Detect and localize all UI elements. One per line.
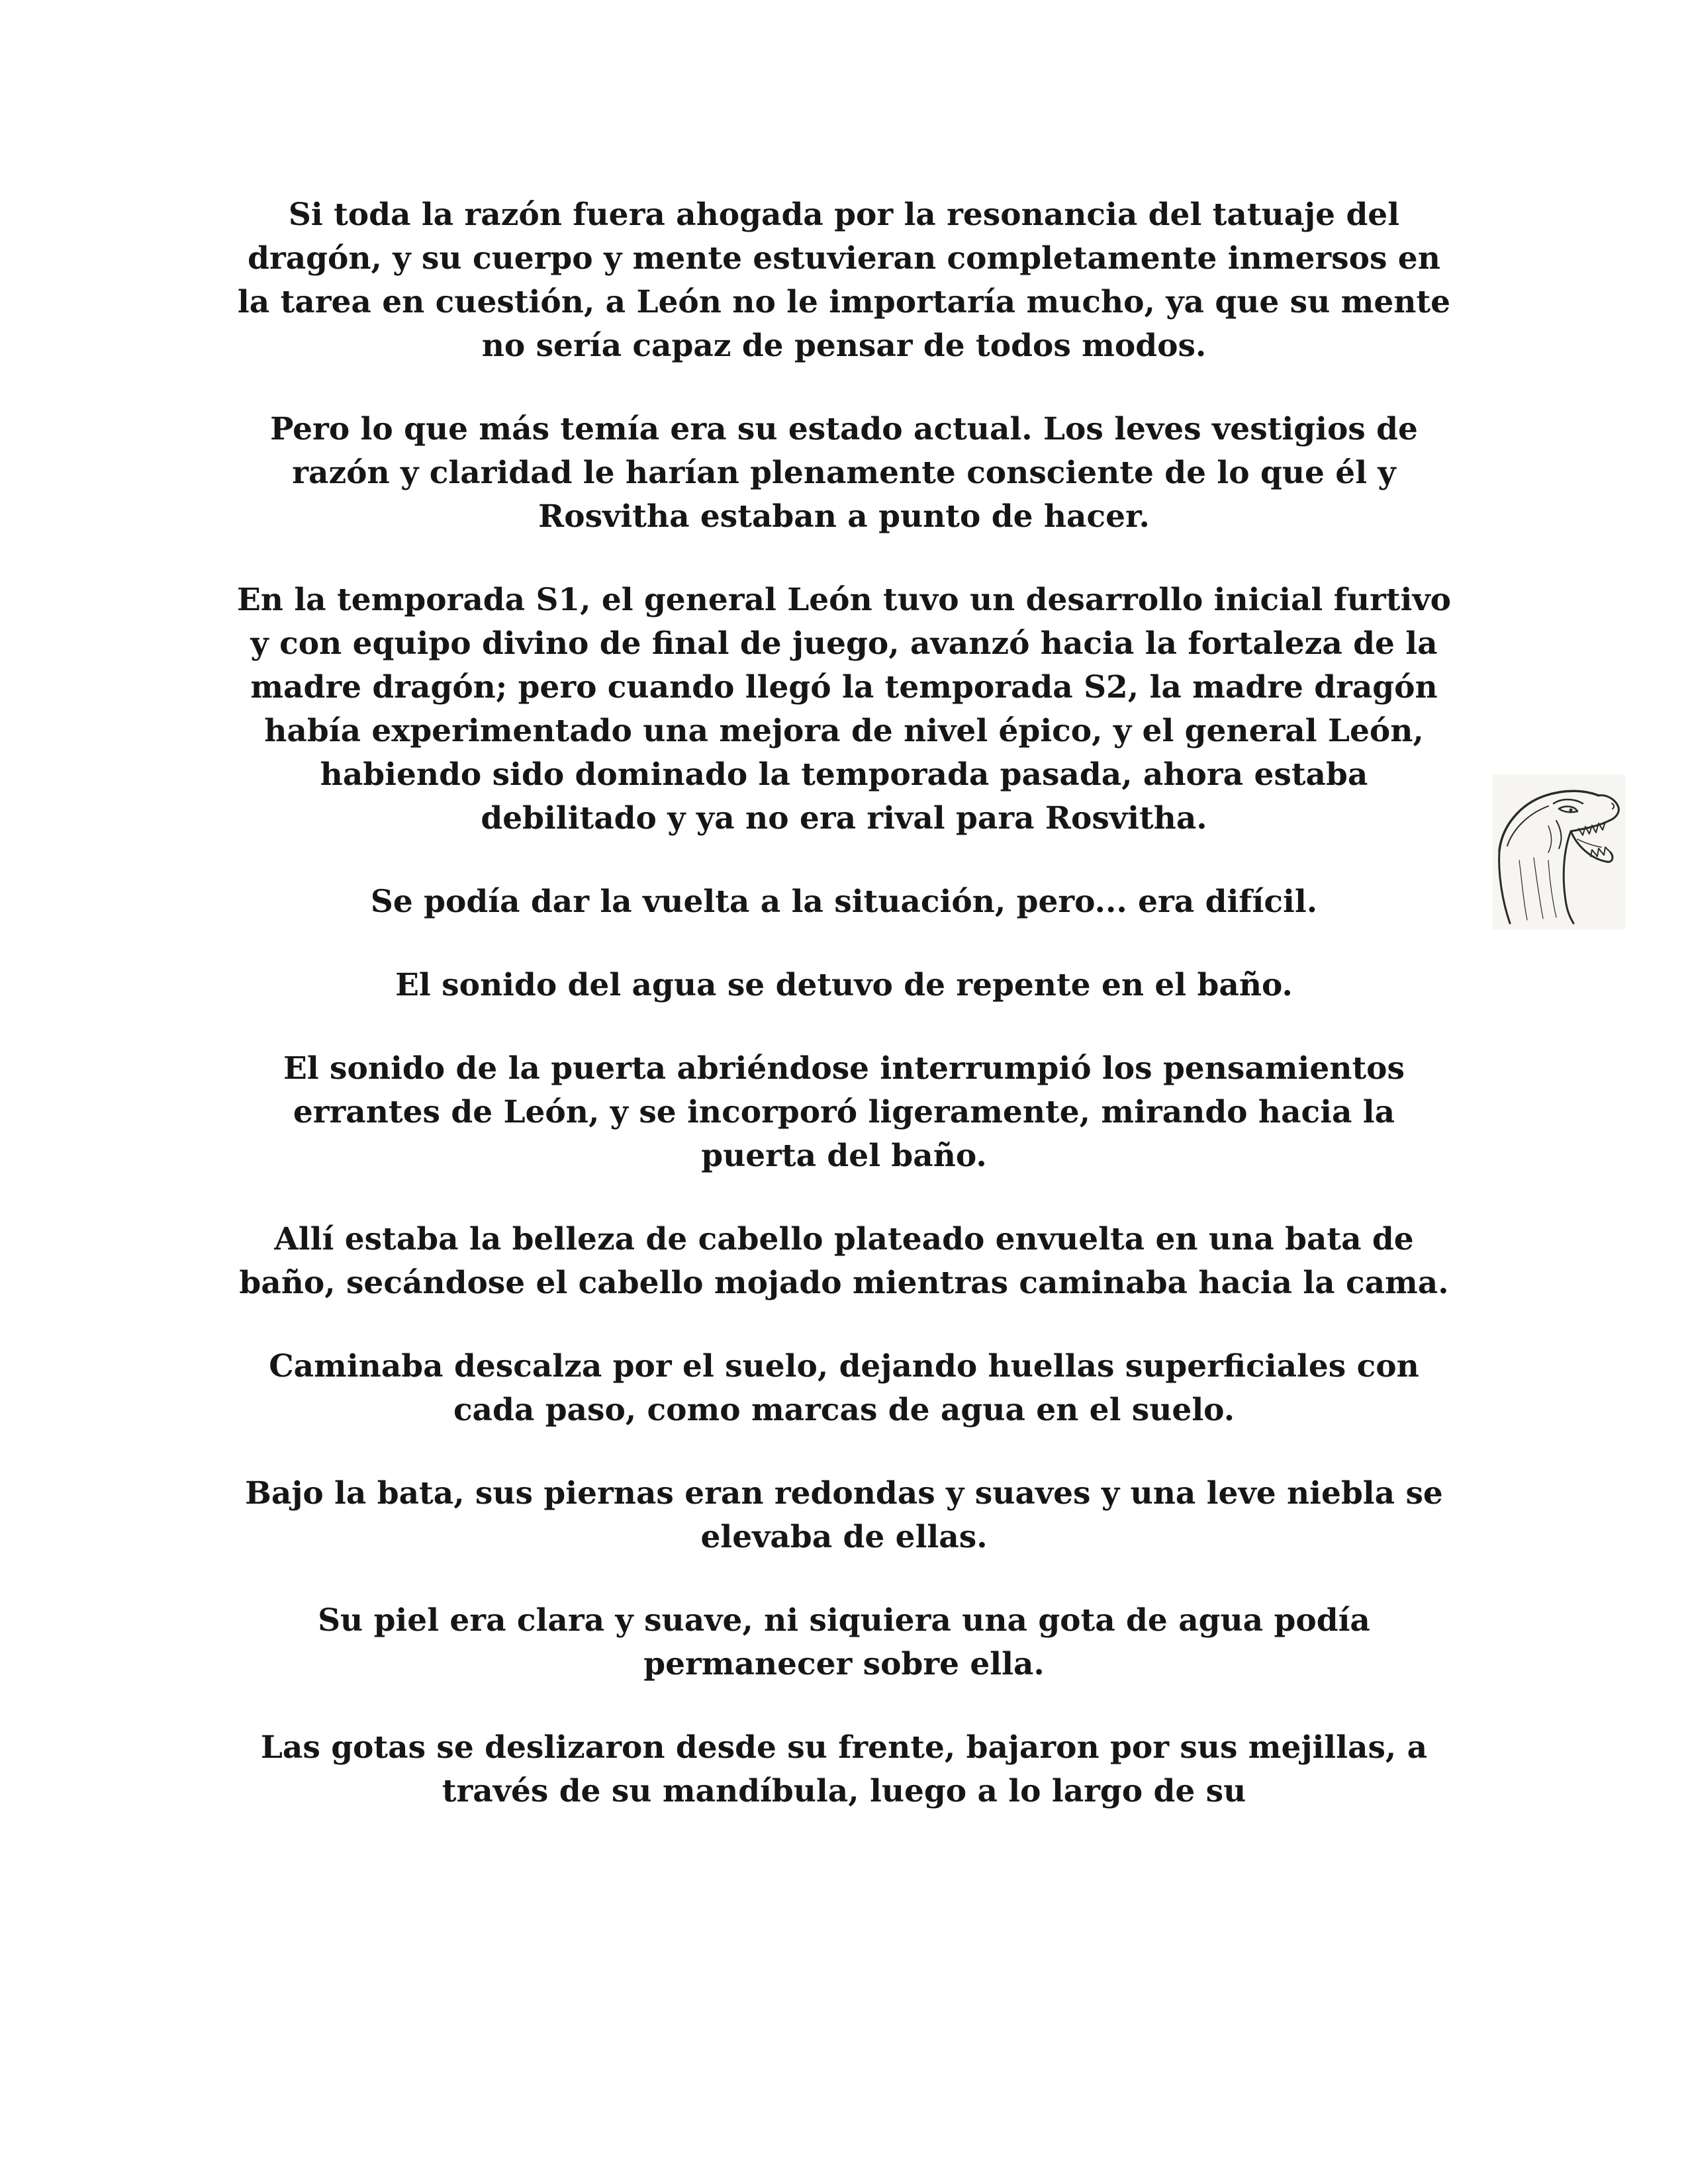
paragraph: El sonido de la puerta abriéndose interrumpió los pensamientos errantes de León, y se incorporó ligeramente, mirando hacia la puerta del baño. xyxy=(283,1050,1405,1174)
paragraph: Bajo la bata, sus piernas eran redondas y suaves y una leve niebla se elevaba de ellas. xyxy=(245,1475,1443,1555)
paragraph: Si toda la razón fuera ahogada por la resonancia del tatuaje del dragón, y su cuerpo y mente estuvieran completamente inmersos en la tarea en cuestión, a León no le importaría mucho, ya que su mente no sería capaz de pensar de todos modos. xyxy=(237,197,1451,364)
paragraph: Se podía dar la vuelta a la situación, pero... era difícil. xyxy=(370,884,1318,920)
paragraph: El sonido del agua se detuvo de repente en el baño. xyxy=(395,967,1293,1003)
paragraph: Caminaba descalza por el suelo, dejando huellas superficiales con cada paso, como marcas de agua en el suelo. xyxy=(269,1348,1419,1428)
paragraph: Las gotas se deslizaron desde su frente, bajaron por sus mejillas, a través de su mandíbula, luego a lo largo de su xyxy=(260,1729,1428,1809)
paragraph: En la temporada S1, el general León tuvo un desarrollo inicial furtivo y con equipo divino de final de juego, avanzó hacia la fortaleza de la madre dragón; pero cuando llegó la temporada S2, la madre dragón había experimentado una mejora de nivel épico, y el general León, habiendo sido dominado la temporada pasada, ahora estaba debilitado y ya no era rival para Rosvitha. xyxy=(236,582,1452,837)
paragraph: Su piel era clara y suave, ni siquiera una gota de agua podía permanecer sobre ella. xyxy=(318,1602,1370,1682)
paragraph: Pero lo que más temía era su estado actual. Los leves vestigios de razón y claridad le harían plenamente consciente de lo que él y Rosvitha estaban a punto de hacer. xyxy=(270,411,1418,535)
dragon-head-sketch-icon xyxy=(1493,774,1625,930)
paragraph: Allí estaba la belleza de cabello plateado envuelta en una bata de baño, secándose el cabello mojado mientras caminaba hacia la cama. xyxy=(239,1221,1449,1301)
body-text xyxy=(235,193,1453,1853)
